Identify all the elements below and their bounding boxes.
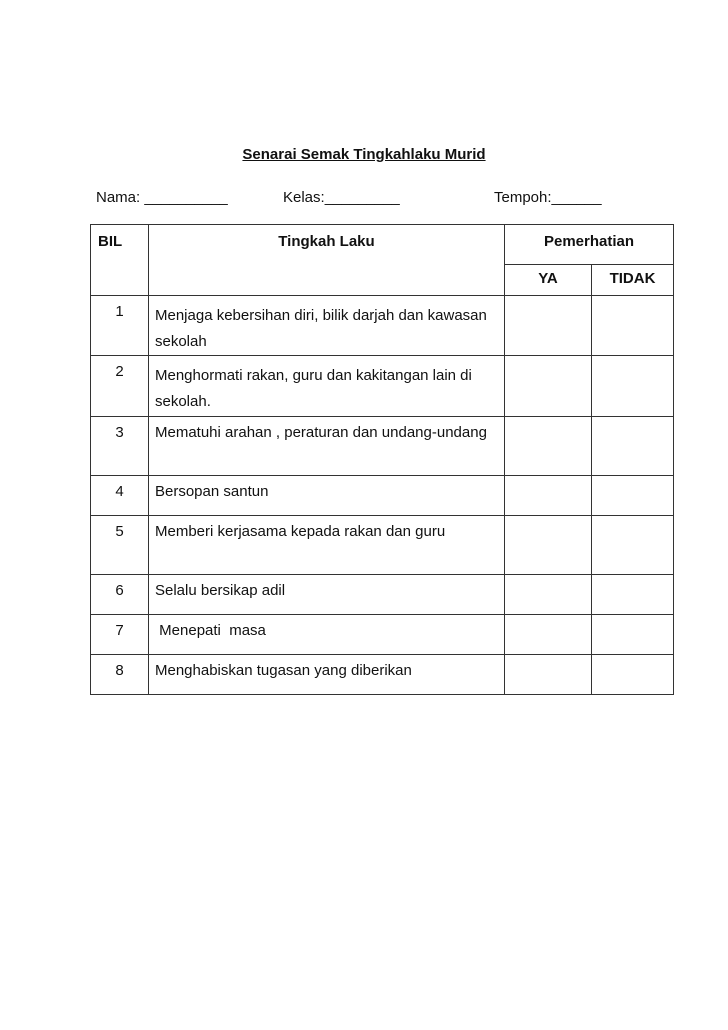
behaviour-text: Menghabiskan tugasan yang diberikan	[149, 655, 505, 695]
table-row	[91, 476, 674, 516]
row-number: 6	[91, 575, 149, 615]
ya-checkbox-cell[interactable]	[505, 417, 592, 476]
tidak-header: TIDAK	[592, 265, 674, 296]
tidak-checkbox-cell[interactable]	[592, 356, 674, 417]
row-number: 2	[91, 356, 149, 417]
tidak-checkbox-cell[interactable]	[592, 615, 674, 655]
row-number: 5	[91, 516, 149, 575]
table-row	[91, 417, 674, 476]
tempoh-field-label: Tempoh:______	[494, 189, 602, 206]
ya-checkbox-cell[interactable]	[505, 356, 592, 417]
behaviour-checklist-table	[90, 224, 674, 695]
behaviour-text: Mematuhi arahan , peraturan dan undang-undang	[149, 417, 505, 476]
ya-checkbox-cell[interactable]	[505, 476, 592, 516]
behaviour-text: Memberi kerjasama kepada rakan dan guru	[149, 516, 505, 575]
row-number: 8	[91, 655, 149, 695]
behaviour-text: Selalu bersikap adil	[149, 575, 505, 615]
kelas-field-label: Kelas:_________	[283, 189, 400, 206]
table-row	[91, 516, 674, 575]
table-row	[91, 356, 674, 417]
behaviour-text: Menjaga kebersihan diri, bilik darjah dan kawasan sekolah	[149, 296, 505, 356]
ya-checkbox-cell[interactable]	[505, 296, 592, 356]
behaviour-text: Menepati masa	[149, 615, 505, 655]
page-title: Senarai Semak Tingkahlaku Murid	[242, 146, 486, 163]
behaviour-text: Menghormati rakan, guru dan kakitangan lain di sekolah.	[149, 356, 505, 417]
row-number: 7	[91, 615, 149, 655]
ya-checkbox-cell[interactable]	[505, 655, 592, 695]
tidak-checkbox-cell[interactable]	[592, 476, 674, 516]
table-row	[91, 655, 674, 695]
row-number: 3	[91, 417, 149, 476]
behaviour-header: Tingkah Laku	[149, 225, 505, 296]
nama-field-label: Nama: __________	[96, 189, 228, 206]
behaviour-text: Bersopan santun	[149, 476, 505, 516]
tidak-checkbox-cell[interactable]	[592, 516, 674, 575]
bil-header: BIL	[91, 225, 149, 296]
tidak-checkbox-cell[interactable]	[592, 296, 674, 356]
table-row	[91, 296, 674, 356]
ya-checkbox-cell[interactable]	[505, 615, 592, 655]
table-row	[91, 575, 674, 615]
tidak-checkbox-cell[interactable]	[592, 575, 674, 615]
ya-checkbox-cell[interactable]	[505, 575, 592, 615]
row-number: 4	[91, 476, 149, 516]
ya-header: YA	[505, 265, 592, 296]
table-row	[91, 615, 674, 655]
observation-header: Pemerhatian	[505, 225, 674, 265]
tidak-checkbox-cell[interactable]	[592, 417, 674, 476]
ya-checkbox-cell[interactable]	[505, 516, 592, 575]
tidak-checkbox-cell[interactable]	[592, 655, 674, 695]
row-number: 1	[91, 296, 149, 356]
